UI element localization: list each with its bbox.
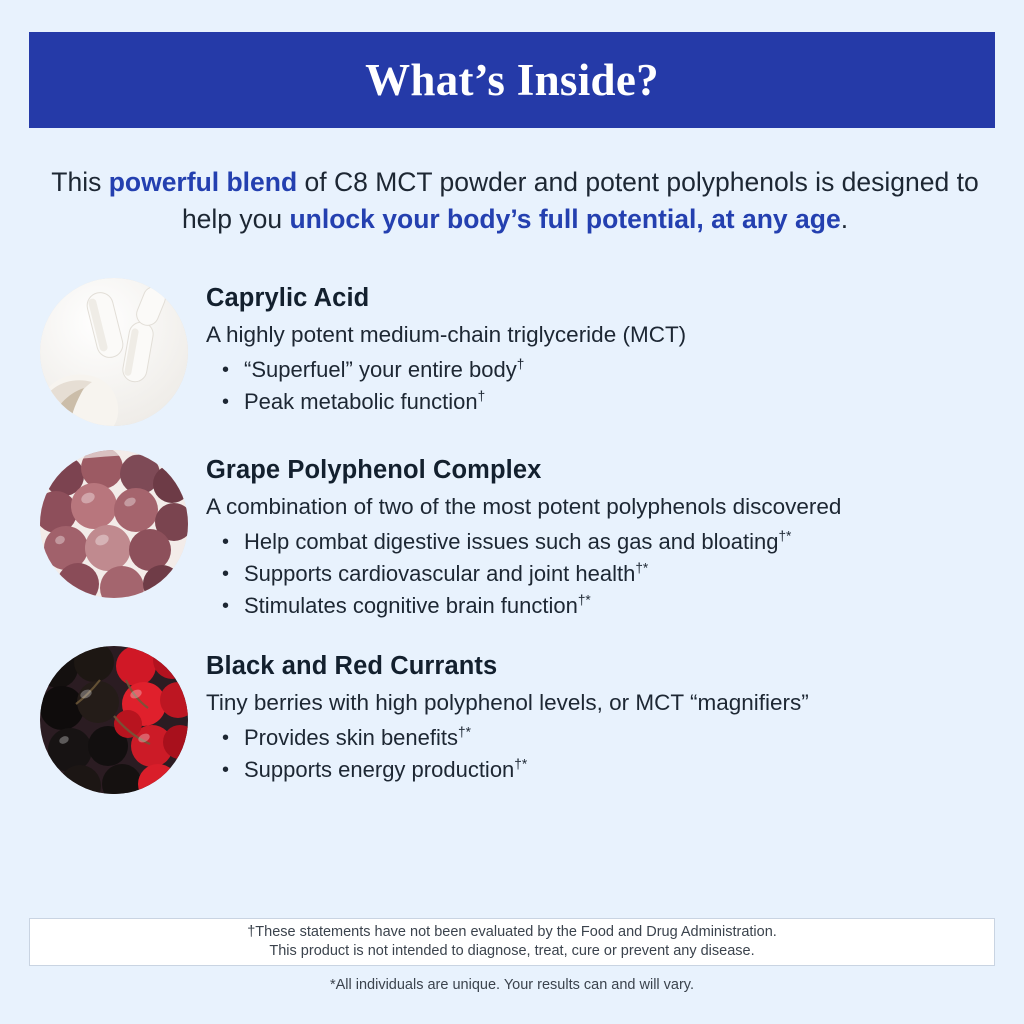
intro-paragraph xyxy=(50,164,980,238)
benefit-text: Peak metabolic function xyxy=(244,389,478,414)
disclaimer-line-2: This product is not intended to diagnose, treat, cure or prevent any disease. xyxy=(269,943,755,959)
benefit-item xyxy=(206,722,809,754)
ingredient-list xyxy=(0,278,1024,818)
benefit-list xyxy=(206,722,809,786)
benefit-item xyxy=(206,354,686,386)
red-grapes-photo xyxy=(40,450,188,598)
intro-text-3: . xyxy=(840,204,849,234)
ingredient-name: Caprylic Acid xyxy=(206,284,370,312)
intro-text-1: This xyxy=(51,167,109,197)
list-item xyxy=(0,450,1024,622)
benefit-text: Supports cardiovascular and joint health xyxy=(244,561,636,586)
ingredient-description: A highly potent medium-chain triglyceride (MCT) xyxy=(206,322,687,347)
coconut-photo xyxy=(40,278,188,426)
results-footnote: *All individuals are unique. Your results can and will vary. xyxy=(329,977,695,993)
ingredient-description: A combination of two of the most potent polyphenols discovered xyxy=(206,494,842,519)
disclaimer-line-1: †These statements have not been evaluated by the Food and Drug Administration. xyxy=(247,924,777,940)
page-title: What’s Inside? xyxy=(365,55,659,105)
benefit-text: Provides skin benefits xyxy=(244,725,458,750)
intro-highlight-2: unlock your body’s full potential, at any age xyxy=(289,204,841,234)
footnote-marker: †* xyxy=(577,592,591,608)
benefit-text: Supports energy production xyxy=(244,757,515,782)
fda-disclaimer-box xyxy=(29,918,995,966)
benefit-text: Stimulates cognitive brain function xyxy=(244,593,578,618)
benefit-list xyxy=(206,526,841,622)
list-item xyxy=(0,278,1024,426)
footnote-marker: †* xyxy=(778,528,792,544)
ingredient-body xyxy=(206,646,809,786)
intro-highlight-1: powerful blend xyxy=(108,167,298,197)
benefit-text: “Superfuel” your entire body xyxy=(244,357,517,382)
footnote-marker: †* xyxy=(635,560,649,576)
footnote-marker: † xyxy=(477,388,486,404)
benefit-text: Help combat digestive issues such as gas and bloating xyxy=(244,529,779,554)
benefit-item xyxy=(206,754,809,786)
ingredient-body xyxy=(206,278,686,418)
footnote-marker: †* xyxy=(458,724,471,740)
benefit-item xyxy=(206,558,841,590)
ingredient-body xyxy=(206,450,841,622)
benefit-item xyxy=(206,526,841,558)
footnote-marker: † xyxy=(516,356,525,372)
header-banner xyxy=(29,32,995,128)
benefit-list xyxy=(206,354,686,418)
intro-text-2: of C8 MCT powder and potent polyphenols is designed to help you xyxy=(181,167,979,234)
benefit-item xyxy=(206,386,686,418)
list-item xyxy=(0,646,1024,794)
ingredient-name: Black and Red Currants xyxy=(206,652,498,680)
ingredient-name: Grape Polyphenol Complex xyxy=(206,456,542,484)
benefit-item xyxy=(206,590,841,622)
black-red-currants-photo xyxy=(40,646,188,794)
ingredient-description: Tiny berries with high polyphenol levels, or MCT “magnifiers” xyxy=(206,690,809,715)
footnote-marker: †* xyxy=(514,756,528,772)
